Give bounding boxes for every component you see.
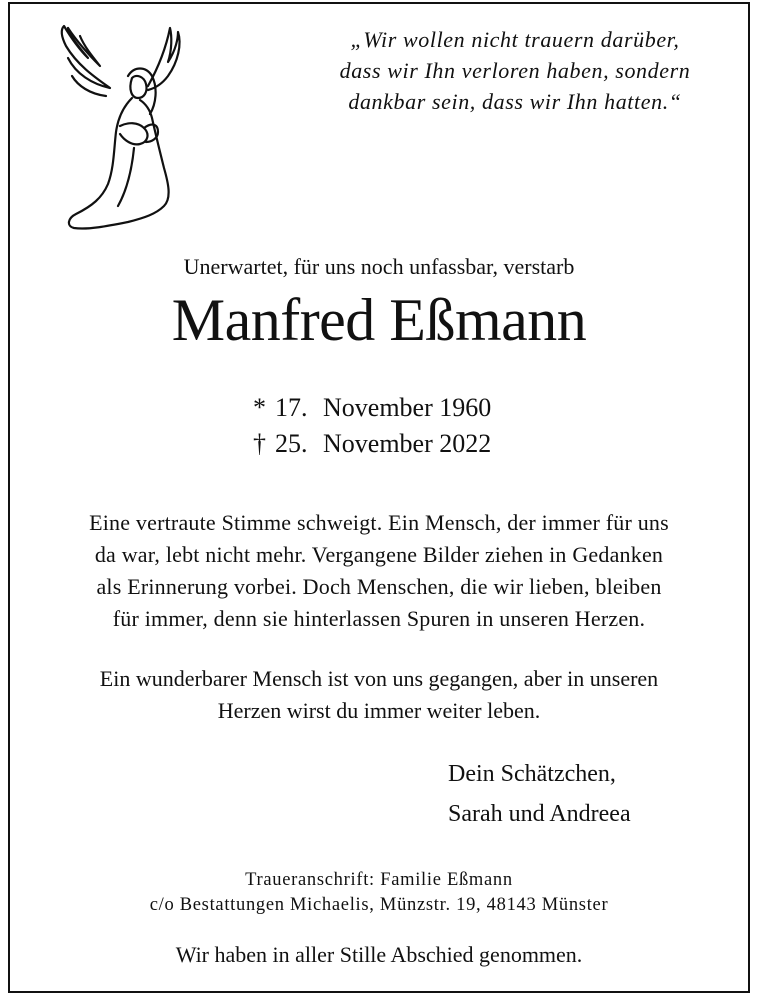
death-symbol: † [253,429,266,458]
paragraph-line: für immer, denn sie hinterlassen Spuren in unseren Herzen. [112,606,646,631]
memorial-paragraph-2 [0,663,758,727]
signature-line: Dein Schätzchen, [448,761,616,787]
paragraph-line: Ein wunderbarer Mensch ist von uns gegangen, aber in unseren [99,666,659,691]
mourning-address [0,868,758,918]
paragraph-line: Eine vertraute Stimme schweigt. Ein Mensch, der immer für uns [89,510,669,535]
birth-date [253,390,491,426]
birth-symbol: * [253,393,266,422]
intro-text: Unerwartet, für uns noch unfassbar, verstarb [183,254,575,279]
address-line: c/o Bestattungen Michaelis, Münzstr. 19, 48143 Münster [149,895,609,915]
birth-day: 17. [275,393,308,422]
birth-month-year: November 1960 [323,393,492,422]
death-day: 25. [275,429,308,458]
paragraph-line: als Erinnerung vorbei. Doch Menschen, die wir lieben, bleiben [96,574,662,599]
death-date [253,426,491,462]
deceased-name: Manfred Eßmann [171,287,587,353]
angel-icon [48,18,193,233]
quote-line: „Wir wollen nicht trauern darüber, [350,27,680,52]
signature [448,754,631,834]
life-dates [253,390,491,462]
memorial-paragraph-1 [0,507,758,635]
paragraph-line: Herzen wirst du immer weiter leben. [217,698,541,723]
memorial-quote [300,24,730,117]
quote-line: dankbar sein, dass wir Ihn hatten.“ [348,89,682,114]
paragraph-line: da war, lebt nicht mehr. Vergangene Bilder ziehen in Gedanken [94,542,664,567]
address-line: Traueranschrift: Familie Eßmann [245,870,513,890]
quote-line: dass wir Ihn verloren haben, sondern [339,58,691,83]
signature-line: Sarah und Andreea [448,801,631,827]
closing-note: Wir haben in aller Stille Abschied genommen. [175,942,583,967]
death-month-year: November 2022 [323,429,492,458]
